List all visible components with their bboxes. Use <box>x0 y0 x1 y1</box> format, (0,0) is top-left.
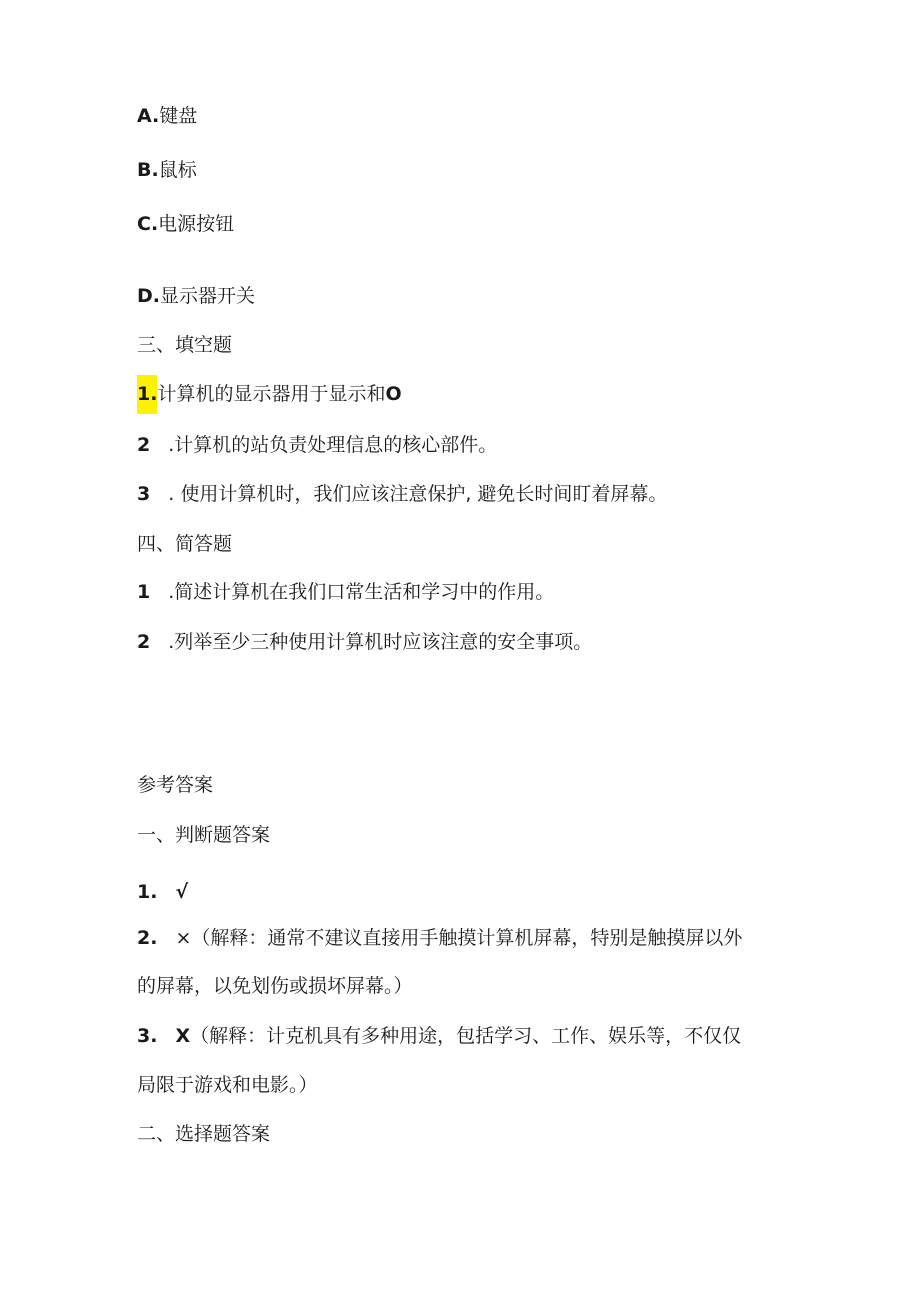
option-letter: A. <box>137 105 160 127</box>
option-d <box>137 284 255 308</box>
option-b <box>137 158 197 182</box>
answer-explanation: （解释：通常不建议直接用手触摸计算机屏幕，特别是触摸屏以外 <box>191 927 743 949</box>
short-answer-heading: 四、简答题 <box>137 533 233 555</box>
question-text: 计算机的显示器用于显示和 <box>157 383 386 405</box>
question-tail: O <box>385 383 402 405</box>
question-text: .简述计算机在我们口常生活和学习中的作用。 <box>168 581 555 603</box>
question-text: .列举至少三种使用计算机时应该注意的安全事项。 <box>168 631 593 653</box>
option-letter: D. <box>137 285 160 307</box>
judge-answer-2 <box>137 926 742 950</box>
option-text: 键盘 <box>159 105 198 127</box>
cross-mark: × <box>175 927 192 949</box>
question-number: 2 <box>137 434 151 456</box>
option-text: 电源按钮 <box>158 213 235 235</box>
option-c <box>137 212 234 236</box>
short-answer-item-2 <box>137 630 592 654</box>
question-number-highlighted: 1. <box>137 375 157 414</box>
option-letter: B. <box>137 159 159 181</box>
short-answer-item-1 <box>137 580 554 604</box>
option-text: 显示器开关 <box>160 285 256 307</box>
answer-number: 1. <box>137 881 158 903</box>
option-text: 鼠标 <box>158 159 197 181</box>
answer-explanation: （解释：计克机具有多种用途，包括学习、工作、娱乐等，不仅仅 <box>190 1025 742 1047</box>
answer-number: 3. <box>137 1025 158 1047</box>
judge-answers-heading: 一、判断题答案 <box>137 824 271 846</box>
fill-blank-item-3 <box>137 482 667 506</box>
judge-answer-3 <box>137 1024 741 1048</box>
question-number: 3 <box>137 483 151 505</box>
check-mark: √ <box>175 881 189 903</box>
option-a <box>137 104 197 128</box>
fill-blank-item-1 <box>137 382 402 406</box>
fill-blank-heading: 三、填空题 <box>137 334 233 356</box>
question-number: 2 <box>137 631 151 653</box>
fill-blank-item-2 <box>137 433 497 457</box>
answer-number: 2. <box>137 927 158 949</box>
judge-answer-2-cont: 的屏幕，以免划伤或损坏屏幕。） <box>137 975 413 997</box>
judge-answer-1 <box>137 880 188 904</box>
cross-mark: X <box>175 1025 191 1047</box>
question-text: . 使用计算机时，我们应该注意保护, 避免长时间盯着屏幕。 <box>168 483 668 505</box>
option-letter: C. <box>137 213 159 235</box>
judge-answer-3-cont: 局限于游戏和电影。） <box>137 1074 318 1096</box>
question-text: .计算机的站负责处理信息的核心部件。 <box>168 434 498 456</box>
question-number: 1 <box>137 581 151 603</box>
choice-answers-heading: 二、选择题答案 <box>137 1123 271 1145</box>
answers-title: 参考答案 <box>137 774 214 796</box>
